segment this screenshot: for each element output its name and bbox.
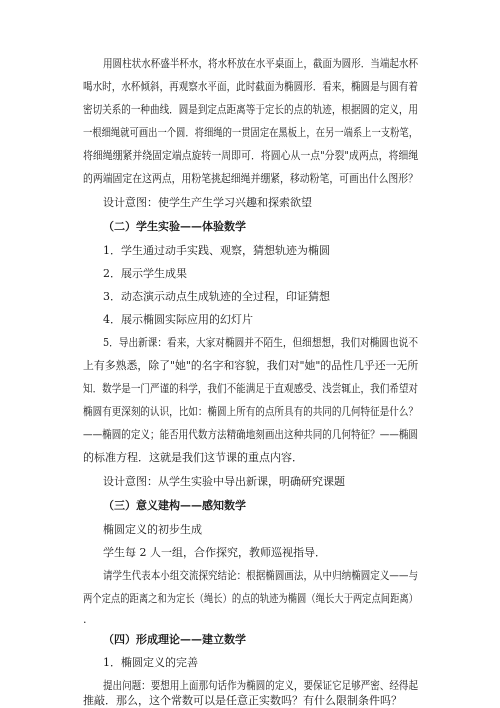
paragraph-line: 用圆柱状水杯盛半杯水，将水杯放在水平桌面上，截面为圆形．当端起水杯 <box>103 57 419 70</box>
subheading-line: 椭圆定义的初步生成 <box>103 523 202 536</box>
list-item: 5．导出新课：看来，大家对椭圆并不陌生，但细想想，我们对椭圆也说不 <box>103 336 418 349</box>
paragraph-line: . <box>83 613 87 626</box>
section-heading: （二）学生实验——体验数学 <box>103 220 246 233</box>
section-heading: （四）形成理论——建立数学 <box>103 633 246 646</box>
section-heading: （三）意义建构——感知数学 <box>103 499 246 512</box>
list-item: 3．动态演示动点生成轨迹的全过程，印证猜想 <box>103 290 330 303</box>
paragraph-line: 喝水时，水杯倾斜，再观察水平面，此时截面为椭圆形．看来，椭圆是与圆有着 <box>83 80 418 93</box>
paragraph-line: 椭圆有更深刻的认识，比如：椭圆上所有的点所具有的共同的几何特征是什么？ <box>83 405 418 418</box>
paragraph-line: ——椭圆的定义；能否用代数方法精确地刻画出这种共同的几何特征？——椭圆 <box>83 428 418 441</box>
list-item: 4．展示椭圆实际应用的幻灯片 <box>103 313 253 326</box>
paragraph-line: 的标准方程．这就是我们这节课的重点内容． <box>83 451 303 464</box>
list-item: 2．展示学生成果 <box>103 267 187 280</box>
paragraph-line: 学生每 2 人一组，合作探究，教师巡视指导． <box>103 546 326 559</box>
list-item: 1．学生通过动手实践、观察，猜想轨迹为椭圆 <box>103 244 330 257</box>
paragraph-line: 一根细绳就可画出一个圆．将细绳的一贯固定在黑板上，在另一端系上一支粉笔， <box>83 126 419 139</box>
design-intent-line: 设计意图：从学生实验中导出新课，明确研究课题 <box>103 475 345 488</box>
paragraph-line: 密切关系的一种曲线．圆是到定点距离等于定长的点的轨迹，根据圆的定义，用 <box>83 103 418 116</box>
paragraph-line: 上有多熟悉，除了"她"的名字和容貌，我们对"她"的品性几乎还一无所 <box>83 359 419 372</box>
paragraph-line: 请学生代表本小组交流探究结论：根据椭圆画法，从中归纳椭圆定义——与 <box>103 569 419 582</box>
paragraph-line: 将细绳绷紧并绕固定端点旋转一周即可．将圆心从一点"分裂"成两点，将细绳 <box>83 149 419 162</box>
paragraph-line: 的两端固定在这两点，用粉笔挑起细绳并绷紧，移动粉笔，可画出什么图形？ <box>83 172 418 185</box>
paragraph-line: 推敲．那么，这个常数可以是任意正实数吗？有什么限制条件吗？ <box>83 694 402 707</box>
list-item: 1．椭圆定义的完善 <box>103 656 198 669</box>
paragraph-line: 知．数学是一门严谨的科学，我们不能满足于直观感受、浅尝辄止，我们希望对 <box>83 382 418 395</box>
paragraph-line: 两个定点的距离之和为定长（绳长）的点的轨迹为椭圆（绳长大于两定点间距离） <box>83 592 419 605</box>
design-intent-line: 设计意图：使学生产生学习兴趣和探索欲望 <box>103 196 312 209</box>
paragraph-line: 提出问题：要想用上面那句话作为椭圆的定义，要保证它足够严密、经得起 <box>103 679 419 692</box>
